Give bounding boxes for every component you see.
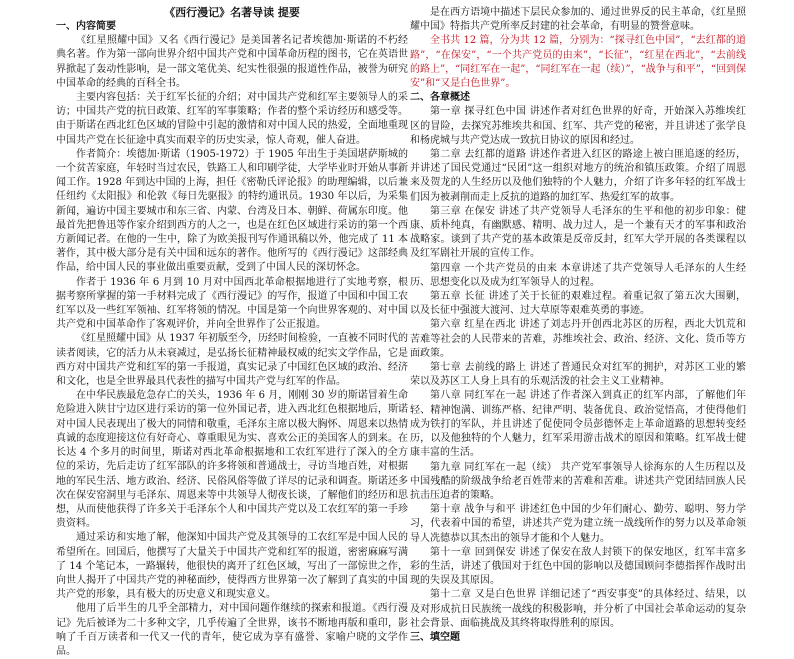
paragraph-author: 作者简介：埃德加·斯诺（1905-1972）于 1905 年出生于美国堪萨斯城的一个贫苦家庭，年轻时当过农民，铁路工人和印刷学徒，大学毕业时开始从事新闻工作。1928 年到达中国的上海，担任《密勒氏评论报》的助理编辑，以后兼任纽约《太阳报》和伦敦《每日先驱报》的特约通讯员。1930 年以后，为采集新闻，遍访中国主要城市和东三省、内蒙、台湾及日本、朝鲜、荷属东印度。他最首先把鲁迅等作家介绍到西方的人之一，也是在红色区域进行采访的第一个西方新闻记者。在他的一生中，除了为欧美报刊写作通讯稿以外，他完成了 11 本著作，其中极大部分是有关中国和远东的著作。他所写的《西行漫记》这部经典作品，给中国人民的事业做出重要贡献，受到了中国人民的深切怀念。 <box>56 148 408 274</box>
chapter-8-summary: 第八章 同红军在一起 讲述了作者深入到真正的红军内部，了解他们年轻、精神饱满、训练严格、纪律严明、装备优良、政治觉悟高，才使得他们成为铁打的军队，并且讲述了促使同令员彭德怀走上革命道路的思想转变经历，以及他独特的个人魅力，红军采用游击战术的原因和策略。红军战士健康丰富的生活。 <box>410 390 746 459</box>
section-heading-fill-blanks: 三、填空题 <box>410 631 460 643</box>
paragraph-publication: 《红星照耀中国》从 1937 年初版至今，历经时间检验，一直被不同时代的读者阅读，它的活力从未衰减过，是弘扬长征精神最权威的纪实文学作品，它是西方对中国共产党和红军的第一手报道，真实记录了中国红色区域的政治、经济和文化，也是全世界最具代表性的描写中国共产党与红军的作品。 <box>56 333 408 388</box>
section-heading-chapters: 二、各章概述 <box>410 92 470 104</box>
chapter-2-summary: 第二章 去红都的道路 讲述作者进入红区的路途上被白匪追逐的经历，并讲述了国民党通过“民团”这一组织对地方的统治和镇压政策。介绍了周恩来及贺龙的人生经历以及他们独特的个人魅力，介绍了许多年轻的红军战士们因为被剥削而走上反抗的道路的加红军、热爱红军的故事。 <box>410 149 746 203</box>
chapter-10-summary: 第十章 战争与和平 讲述红色中国的少年们耐心、勤劳、聪明、努力学习，代表着中国的希望，讲述共产党为建立统一战线所作的努力以及革命领导人冼德恭以其杰出的领导才能和个人魅力。 <box>410 504 746 544</box>
chapter-5-summary: 第五章 长征 讲述了关于长征的艰难过程。着重记叙了第五次大围剿，以及长征中强渡大渡河、过大草原等艰难英勇的事迹。 <box>410 291 746 317</box>
paragraph-investigation: 作者于 1936 年 6 月到 10 月对中国西北革命根据地进行了实地考察，根据考察所掌握的第一手材料完成了《西行漫记》的写作，报道了中国和中国工农红军以及一些红军领袖、红军将领的情况。中国是第一个向世界客观的、对中国共产党和中国革命作了客观评价，并向全世界作了公正报道。 <box>56 276 408 331</box>
chapter-6-summary: 第六章 红星在西北 讲述了刘志丹开创西北苏区的历程，西北大饥荒和苦难等社会的人民带来的苦难，苏维埃社会、政治、经济、文化、货币等方面政策。 <box>410 319 746 359</box>
paragraph-intro: 《红星照耀中国》又名《西行漫记》是美国著名记者埃德加·斯诺的不朽经典名著。作为第一部向世界介绍中国共产党和中国革命历程的图书，它在英语世界掀起了轰动性影响，是一部文笔优美、纪实性很强的报道性作品，被誉为研究中国革命的经典的百科全书。 <box>56 35 408 89</box>
paragraph-title-note: 是在西方语境中描述下层民众参加的、通过世界反的民主革命，《红星照耀中国》特指共产党所率反封建的社会革命，有明显的赞誉意味。 <box>410 7 746 33</box>
paragraph-legacy: 他用了后半生的几乎全部精力，对中国问题作继续的探索和报道。《西行漫记》先后被译为二十多种文字，几乎传遍了全世界，该书不断地再版和重印，影响了千百万读者和一代又一代的青年，使它成为享有盛誉、家喻户晓的文学作品。 <box>56 603 408 657</box>
chapter-11-summary: 第十一章 回到保安 讲述了保安在敌人封锁下的保安地区，红军丰富多彩的生活，讲述了俄国对于红色中国的影响以及德国顾问李德指挥作战时出现的失误及其原因。 <box>410 546 746 587</box>
chapter-9-summary: 第九章 同红军在一起（续） 共产党军事领导人徐海东的人生历程以及中国残酷的阶级战争给老百姓带来的苦难和苦难。讲述共产党团结回族人民抗击压迫者的策略。 <box>410 461 746 501</box>
chapter-12-summary: 第十二章 又是白色世界 详细记述了“西安事变”的具体经过、结果，以及对形成抗日民族统一战线的积极影响，并分析了中国社会革命运动的复杂社会背景、面临挑战及其终将取得胜利的原因。 <box>410 589 746 629</box>
right-column <box>410 6 746 643</box>
chapter-list: 全书共 12 篇，分为共 12 篇，分别为：“探寻红色中国”，“去红都的道路”，“在保安”，“一个共产党员的由来”，“长征”，“红星在西北”，“去前线的路上”，“同红军在一起”，“同红军在一起（续）”，“战争与和平”，“回到保安”和“又是白色世界”。 <box>410 35 746 90</box>
paragraph-content: 主要内容包括：关于红军长征的介绍；对中国共产党和红军主要领导人的采访；中国共产党的抗日政策、红军的军事策略；作者的整个采访经历和感受等。由于斯诺在西北红色区域的冒险中引起的激情和对中国人民的热爱，全面地重现中国共产党在长征途中真实而艰辛的历史实录，惊人奇观，催人奋进。 <box>56 92 408 146</box>
chapter-3-summary: 第三章 在保安 讲述了共产党领导人毛泽东的生平和他的初步印象：健康、质朴纯真，有幽默感、精明、战力过人，是一个兼有天才的军事和政治战略家。谈到了共产党的基本政策是反帝反封，红军大学开展的各类课程以及红军剧社开展的宣传工作。 <box>410 205 746 260</box>
paragraph-visit: 在中华民族最危急存亡的关头，1936 年 6 月，刚刚 30 岁的斯诺冒着生命危险进入陕甘宁边区进行采访的第一位外国记者，进入西北红色根据地后，斯诺对中国人民表现出了极大的同情和敬重，毛泽东主席以极大胸怀、周恩来以热情真诚的态度迎接这位有好奇心、尊重眼见为实、喜欢公正的美国客人的到来。在长达 4 个多月的时间里，斯诺对西北革命根据地和工农红军进行了深入的全方位的采访，先后走访了红军部队的许多将领和普通战士，寻访当地百姓，对根据地的军民生活、地方政治、经济、民俗风俗等做了详尽的记录和调查。斯诺还多次在保安窑洞里与毛泽东、周恩来等中共领导人彻夜长谈，了解他们的经历和思想，从而使他获得了许多关于毛泽东个人和中国共产党以及工农红军的第一手珍贵资料。 <box>56 390 408 530</box>
chapter-4-summary: 第四章 一个共产党员的由来 本章讲述了共产党领导人毛泽东的人生经历、思想变化以及成为红军领导人的过程。 <box>410 262 746 288</box>
left-column <box>56 6 408 657</box>
section-heading-summary: 一、内容简要 <box>56 21 116 32</box>
document-title: 《西行漫记》名著导读 提要 <box>164 6 300 19</box>
paragraph-return: 通过采访和实地了解，他深知中国共产党及其领导的工农红军是中国人民的希望所在。回国后，他撰写了大量关于中国共产党和红军的报道，密密麻麻写满了 14 个笔记本，一路辗转，他很快的离开了红色区域，写出了一部惊世之作，向世人揭开了中国共产党的神秘面纱，使得西方世界第一次了解到了真实的中国共产党的形象，具有极大的历史意义和现实意义。 <box>56 532 408 601</box>
chapter-1-summary: 第一章 探寻红色中国 讲述作者对红色世界的好奇，开始深入苏维埃红区的冒险，去探究苏维埃共和国、红军、共产党的秘密，并且讲述了张学良和杨虎城与共产党达成一致抗日协议的原因和经过。 <box>410 106 746 146</box>
chapter-7-summary: 第七章 去前线的路上 讲述了普通民众对红军的拥护，对苏区工业的繁荣以及苏区工人身上具有的乐观活泼的社会主义工业精神。 <box>410 362 746 388</box>
